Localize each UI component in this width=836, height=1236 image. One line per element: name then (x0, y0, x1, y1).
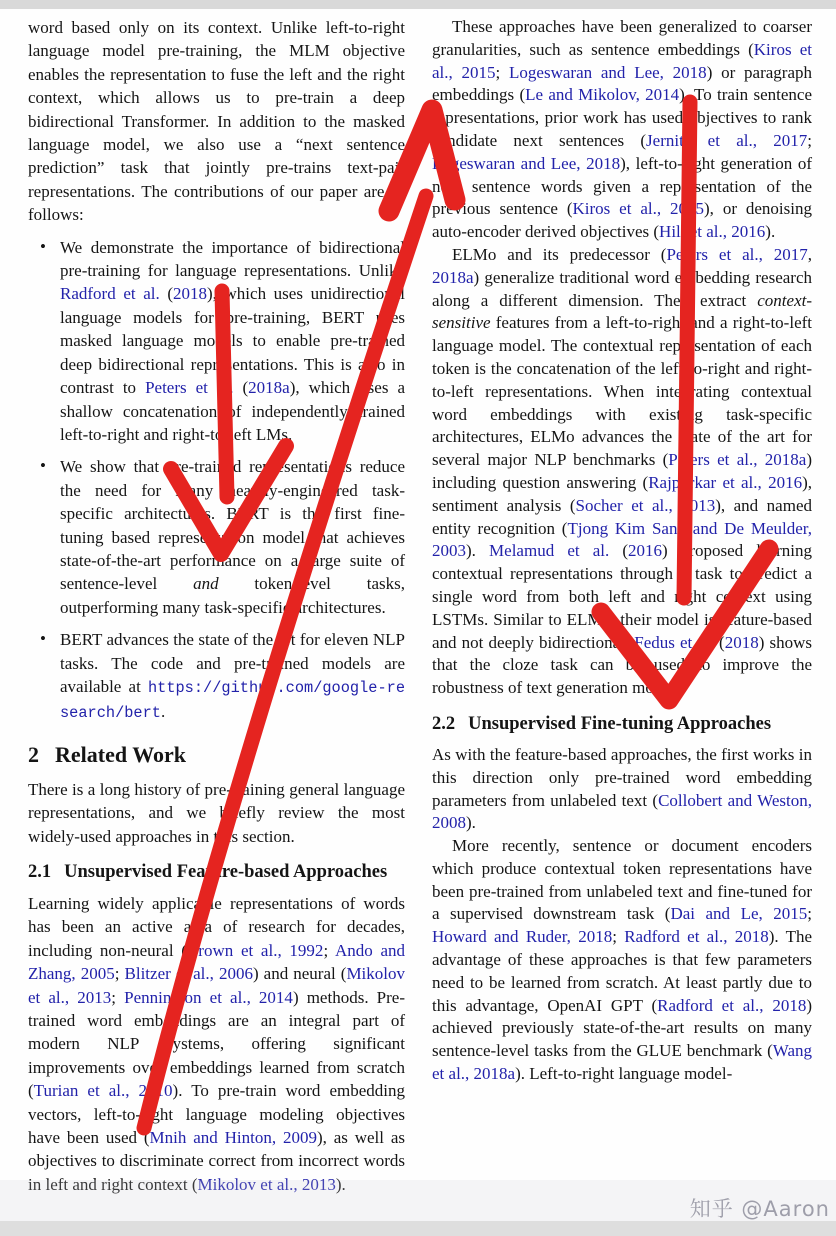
section-number: 2 (28, 741, 39, 767)
citation-link[interactable]: Ando and Zhang, 2005 (28, 940, 405, 984)
feature-approaches-paragraph: Learning widely applicable representations of words has been an active area of research for decades, including non-neural (Brown et al., 1992; Ando and Zhang, 2005; Blitzer et al., 2006) and neural (Mikolov et al., 2013; Pennington et al., 2014) methods. Pre-trained word embeddings are an integral part of modern NLP systems, offering significant improvements over embeddings learned from scratch (Turian et al., 2010). To pre-train word embedding vectors, left-to-right language modeling objectives have been used (Mnih and Hinton, 2009), as well as objectives to discriminate correct from incorrect words in left and right context (Mikolov et al., 2013). (28, 894, 406, 1194)
subsection-number: 2.2 (432, 713, 456, 734)
generalization-paragraph: These approaches have been generalized to coarser granularities, such as sentence embeddings (Kiros et al., 2015; Logeswaran and Lee, 2018) or paragraph embeddings (Le and Mikolov, 2014). To train sentence representations, prior work has used objectives to rank candidate next sentences (Jernite et al., 2017; Logeswaran and Lee, 2018), left-to-right generation of next sentence words given a representation of the previous sentence (Kiros et al., 2015), or denoising auto-encoder derived objectives (Hill et al., 2016). (432, 17, 813, 242)
citation-link[interactable]: Peters et al. (145, 378, 234, 398)
citation-link[interactable]: Jernite et al., 2017 (646, 130, 808, 150)
bullet-item: • BERT advances the state of the art for eleven NLP tasks. The code and pre-trained models are available at https://github.com/google-research/bert. (60, 628, 405, 726)
finetuning-paragraph-2: More recently, sentence or document encoders which produce contextual token representations have been pre-trained from unlabeled text and fine-tuned for a supervised downstream task (Dai and Le, 2015; Howard and Ruder, 2018; Radford et al., 2018). The advantage of these approaches is that few parameters need to be learned from scratch. At least partly due to this advantage, OpenAI GPT (Radford et al., 2018) achieved previously state-of-the-art results on many sentence-level tasks from the GLUE benchmark (Wang et al., 2018a). Left-to-right language model- (432, 836, 812, 1084)
citation-link[interactable]: Le and Mikolov, 2014 (525, 85, 680, 105)
subsection-title: Unsupervised Fine-tuning Approaches (468, 713, 772, 734)
subsection-heading-fine-tuning (432, 713, 812, 736)
github-url-link[interactable]: https://github.com/google-research/bert (60, 678, 405, 723)
citation-link[interactable]: Mnih and Hinton, 2009 (149, 1128, 317, 1148)
citation-link[interactable]: Hill et al., 2016 (659, 222, 766, 242)
elmo-paragraph: ELMo and its predecessor (Peters et al., 2017, 2018a) generalize traditional word embedding research along a different dimension. They extract context-sensitive features from a left-to-right and a right-to-left language model. The contextual representation of each token is the concatenation of the left-to-right and right-to-left representations. When integrating contextual word embeddings with existing task-specific architectures, ELMo advances the state of the art for several major NLP benchmarks (Peters et al., 2018a) including question answering (Rajpurkar et al., 2016), sentiment analysis (Socher et al., 2013), and named entity recognition (Tjong Kim Sang and De Meulder, 2003). Melamud et al. (2016) proposed learning contextual representations through a task to predict a single word from both left and right context using LSTMs. Similar to ELMo, their model is feature-based and not deeply bidirectional. Fedus et al. (2018) shows that the cloze task can be used to improve the robustness of text generation models. (432, 244, 812, 698)
citation-link[interactable]: Radford et al., 2018 (624, 927, 769, 947)
citation-link[interactable]: Peters et al., 2017 (666, 244, 808, 264)
citation-link[interactable]: 2016 (628, 541, 663, 561)
citation-link[interactable]: Dai and Le, 2015 (670, 904, 808, 924)
contribution-list (28, 236, 405, 726)
watermark: 知乎 @Aaron (689, 1197, 830, 1221)
citation-link[interactable]: Collobert and Weston, 2008 (432, 790, 812, 833)
citation-link[interactable]: 2018 (724, 632, 759, 652)
citation-link[interactable]: Wang et al., 2018a (432, 1041, 812, 1084)
right-column (432, 16, 812, 1196)
citation-link[interactable]: Tjong Kim Sang and De Meulder, 2003 (432, 518, 812, 561)
citation-link[interactable]: Peters et al., 2018a (668, 450, 807, 470)
citation-link[interactable]: Turian et al., 2010 (33, 1081, 173, 1101)
subsection-title: Unsupervised Feature-based Approaches (64, 862, 388, 882)
citation-link[interactable]: Fedus et al. (634, 632, 714, 652)
emphasis-text: context-sensitive (432, 290, 812, 333)
citation-link[interactable]: Kiros et al., 2015 (572, 199, 705, 219)
citation-link[interactable]: Howard and Ruder, 2018 (432, 927, 613, 947)
citation-link[interactable]: Logeswaran and Lee, 2018 (432, 153, 621, 173)
citation-link[interactable]: Kiros et al., 2015 (432, 39, 813, 82)
finetuning-paragraph-1: As with the feature-based approaches, the first works in this direction only pre-trained word embedding parameters from unlabeled text (Collobert and Weston, 2008). (432, 744, 812, 833)
page-edge-bottom (0, 1221, 836, 1236)
subsection-number: 2.1 (28, 862, 52, 882)
subsection-heading-feature-based (28, 861, 405, 884)
intro-paragraph: word based only on its context. Unlike left-to-right language model pre-training, the MLM objective enables the representation to fuse the left and the right context, which allows us to pre-train a deep bidirectional Transformer. In addition to the masked language model, we also use a “next sentence prediction” task that jointly pre-trains text-pair representations. The contributions of our paper are as follows: (28, 18, 405, 225)
citation-link[interactable]: Pennington et al., 2014 (124, 987, 293, 1007)
section-title: Related Work (55, 741, 186, 767)
page-edge-top (0, 0, 836, 9)
citation-link[interactable]: Radford et al. (60, 284, 160, 304)
citation-link[interactable]: Logeswaran and Lee, 2018 (509, 62, 707, 82)
citation-link[interactable]: Brown et al., 1992 (186, 940, 324, 960)
emphasis-text: and (193, 574, 219, 594)
two-column-text (28, 16, 812, 1196)
citation-link[interactable]: Blitzer et al., 2006 (124, 964, 253, 984)
bullet-item: • We demonstrate the importance of bidirectional pre-training for language representations. Unlike Radford et al. (2018), which uses unidirectional language models for pre-training, BERT uses masked language models to enable pre-trained deep bidirectional representations. This is also in contrast to Peters et al. (2018a), which uses a shallow concatenation of independently trained left-to-right and right-to-left LMs. (60, 236, 405, 447)
related-work-paragraph: There is a long history of pre-training general language representations, and we briefly review the most widely-used approaches in this section. (28, 779, 405, 846)
citation-link[interactable]: Rajpurkar et al., 2016 (648, 472, 803, 492)
citation-link[interactable]: 2018a (248, 378, 290, 398)
citation-link[interactable]: Melamud et al. (489, 541, 610, 561)
citation-link[interactable]: Socher et al., 2013 (575, 495, 716, 515)
citation-link[interactable]: 2018a (432, 267, 474, 287)
left-column (28, 16, 405, 1196)
citation-link[interactable]: Radford et al., 2018 (657, 995, 807, 1015)
bullet-item: • We show that pre-trained representations reduce the need for many heavily-engineered task-specific architectures. BERT is the first fine-tuning based representation model that achieves state-of-the-art performance on a large suite of sentence-level and token-level tasks, outperforming many task-specific architectures. (60, 455, 405, 619)
section-heading-related-work (28, 742, 405, 768)
citation-link[interactable]: Mikolov et al., 2013 (28, 964, 405, 1007)
citation-link[interactable]: Mikolov et al., 2013 (197, 1174, 336, 1194)
citation-link[interactable]: 2018 (173, 284, 207, 304)
